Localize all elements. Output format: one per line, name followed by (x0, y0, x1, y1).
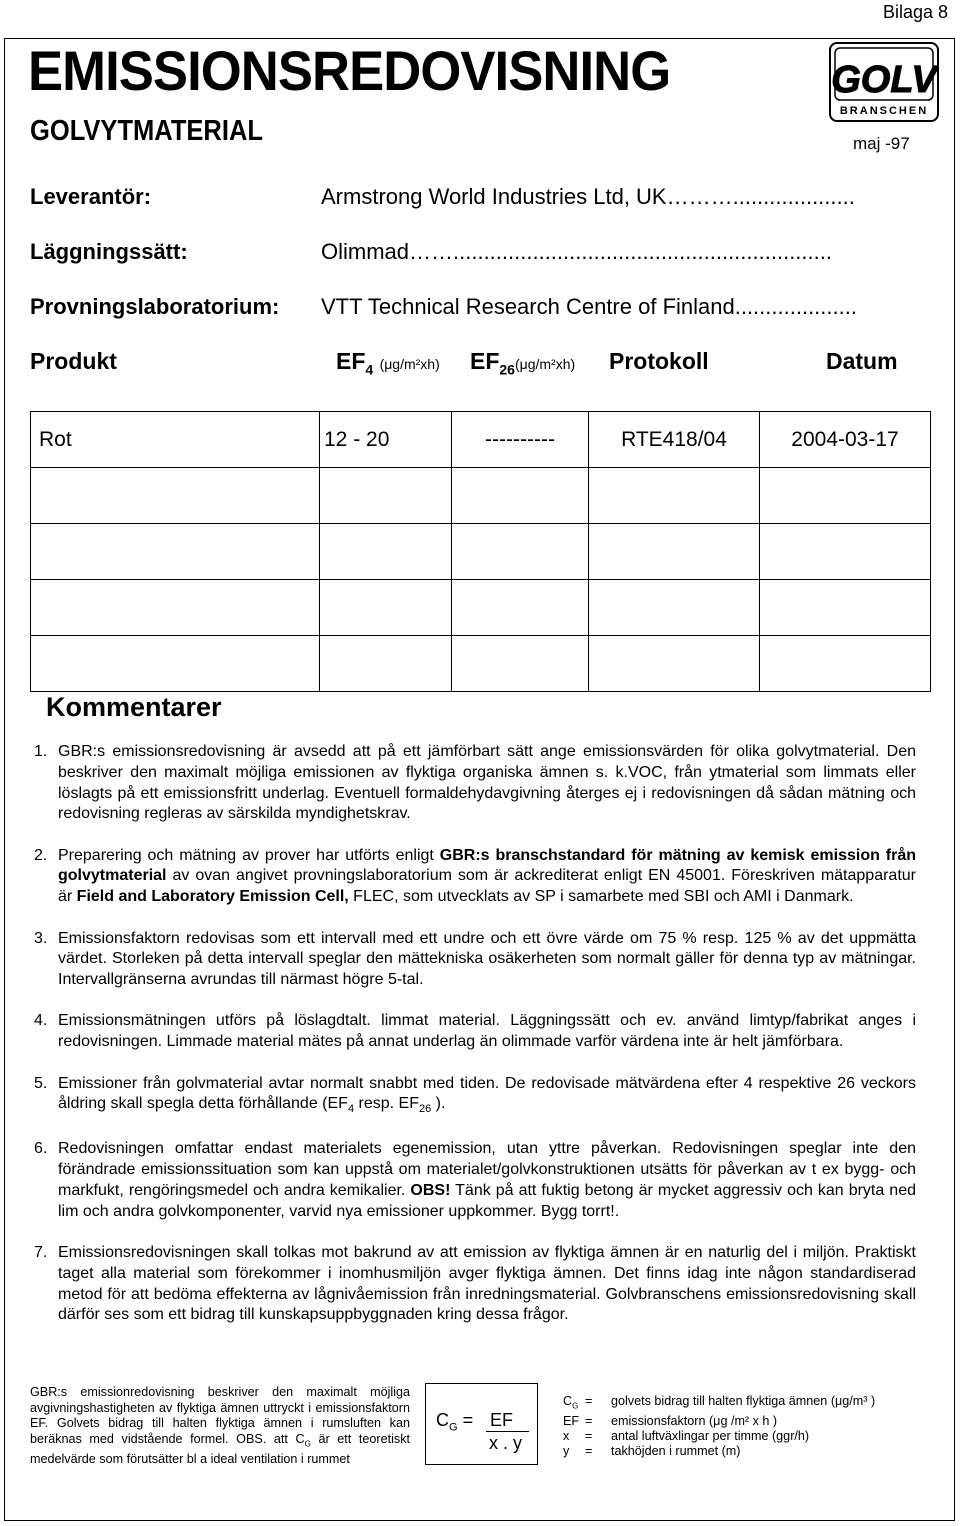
laboratory-label: Provningslaboratorium: (30, 294, 280, 319)
definition-symbol: EF (563, 1413, 580, 1428)
definition-symbol: x (563, 1428, 570, 1443)
cell-datum (760, 524, 931, 580)
comment-item (34, 1011, 916, 1053)
table-row (31, 636, 931, 692)
col-header-ef26: $EF_{26}(\mu g/m^2xh)$ (470, 348, 576, 378)
footer-note: GBR:s emissionredovisning beskriver den maximalt möjliga avgivningshastigheten av flyktiga ämnen uttryckt i emissionsfaktorn EF. Golvets bidrag till halten flyktiga ämnen i rumsluften kan beräknas med vidstående formel. OBS. att $C_G$ är ett teoretiskt medelvärde som förutsätter bl a ideal ventilation i rummet (30, 1385, 410, 1466)
page-subtitle: GOLVYTMATERIAL (30, 115, 263, 147)
comment-item (34, 929, 916, 991)
cell-protokoll: RTE418/04 (589, 412, 760, 468)
cell-datum: 2004-03-17 (760, 412, 931, 468)
logo-subtext: BRANSCHEN (839, 105, 929, 117)
definition-row (563, 1444, 875, 1459)
emission-table (30, 411, 931, 692)
comment-text: Emissionsfaktorn redovisas som ett intervall med ett undre och ett övre värde om 75 % resp. 125 % av det uppmätta värdet. Storleken på detta intervall speglar den mättekniska osäkerheten som normalt gäller för denna typ av mätningar. Intervallgränserna avrundas till närmast högre 5-tal. (58, 929, 916, 989)
formula-lhs: $C_G$ = (436, 1410, 474, 1434)
comment-number: 5. (34, 1074, 48, 1092)
cell-ef26 (452, 636, 589, 692)
document-date: maj -97 (853, 134, 910, 153)
installation-label: Läggningssätt: (30, 239, 188, 264)
comment-number: 3. (34, 929, 48, 947)
definition-row (563, 1394, 875, 1414)
cell-produkt (31, 636, 320, 692)
comment-number: 2. (34, 846, 48, 864)
definition-equals: = (585, 1413, 593, 1428)
col-header-product: Produkt (30, 348, 117, 374)
comment-text: 4 (347, 1103, 355, 1116)
cell-ef26 (452, 468, 589, 524)
comment-text: Tänk på att fuktig betong är mycket aggressiv och kan bryta ned lim och andra golvkomponenter, varvid nya emissioner uppkommer. Bygg torrt!. (58, 1181, 917, 1220)
cell-produkt: Rot (31, 412, 320, 468)
comment-item (34, 1243, 916, 1326)
cell-ef4 (320, 524, 452, 580)
cell-protokoll (589, 636, 760, 692)
cell-produkt (31, 468, 320, 524)
table-row (31, 412, 931, 468)
formula-numerator: EF (490, 1410, 514, 1430)
comment-number: 7. (34, 1244, 48, 1262)
cell-ef4: 12 - 20 (320, 412, 452, 468)
col-header-ef4: $EF_4$ (μg/m²xh) (336, 348, 440, 378)
formula-fraction-line (486, 1431, 529, 1432)
table-row (31, 468, 931, 524)
comment-text: Emissionsmätningen utförs på löslagdtalt. limmat material. Läggningssätt och ev. använd limtyp/fabrikat anges i redovisningen. Limmade material mätes på annat underlag än olimmade varför värdena inte är helt jämförbara. (58, 1012, 916, 1051)
laboratory-value: VTT Technical Research Centre of Finland.................... (321, 294, 857, 319)
comments-heading: Kommentarer (46, 692, 222, 722)
definition-row (563, 1429, 875, 1444)
definition-equals: = (585, 1428, 593, 1443)
comment-text: OBS! (410, 1181, 451, 1199)
cell-ef4 (320, 636, 452, 692)
cell-produkt (31, 524, 320, 580)
comment-item (34, 1074, 916, 1121)
cell-datum (760, 580, 931, 636)
definition-text: emissionsfaktorn (μg /m² x h ) (611, 1413, 778, 1428)
definition-symbol: $C_G$ (563, 1394, 579, 1411)
comment-number: 4. (34, 1012, 48, 1030)
appendix-label: Bilaga 8 (882, 2, 948, 22)
comments-list (34, 742, 916, 1347)
comment-text: av ovan angivet provningslaboratorium som är ackrediterat enligt EN 45001. Föreskriven mätapparatur är (58, 867, 916, 906)
installation-value: Olimmad…….............................................................. (321, 239, 832, 264)
comment-item (34, 846, 916, 908)
col-header-protocol: Protokoll (609, 348, 709, 374)
cell-ef4 (320, 468, 452, 524)
table-row (31, 580, 931, 636)
page-title: EMISSIONSREDOVISNING (28, 39, 671, 102)
comment-number: 6. (34, 1140, 48, 1158)
comment-number: 1. (34, 743, 48, 760)
definition-symbol: y (563, 1444, 570, 1459)
definition-equals: = (585, 1394, 593, 1408)
cell-protokoll (589, 524, 760, 580)
definition-text: antal luftväxlingar per timme (ggr/h) (611, 1428, 810, 1443)
formula-box (425, 1383, 538, 1465)
comment-text: 26 (418, 1103, 432, 1116)
comment-text: Preparering och mätning av prover har utförts enligt (58, 846, 440, 864)
cell-ef26: ---------- (452, 412, 589, 468)
cell-ef26 (452, 580, 589, 636)
supplier-value: Armstrong World Industries Ltd, UK……….................... (321, 184, 855, 209)
definition-row (563, 1414, 875, 1429)
formula-denominator: x . y (489, 1433, 523, 1453)
comment-item (34, 1139, 916, 1222)
comment-text: Emissionsredovisningen skall tolkas mot bakrund av att emission av flyktiga ämnen är en naturlig del i miljön. Praktiskt taget alla material som förekommer i inomhusmiljön avger flyktiga ämnen. Det finns idag inte någon standardiserad metod för att bedöma effekterna av lågnivåemission från inredningsmaterial. Golvbranschens emissionsredovisning skall därför ses som ett bidrag till kunskapsuppbyggnaden kring dessa frågor. (58, 1244, 916, 1324)
definition-equals: = (585, 1444, 593, 1459)
table-row (31, 524, 931, 580)
golvbranschen-logo (829, 42, 939, 122)
col-header-date: Datum (826, 348, 898, 374)
cell-datum (760, 468, 931, 524)
cell-protokoll (589, 580, 760, 636)
comment-text: resp. EF (354, 1095, 419, 1113)
comment-item (34, 742, 916, 825)
comment-text: Redovisningen omfattar endast materialets egenemission, utan yttre påverkan. Redovisningen speglar inte den förändrade emissionssituation som kan uppstå om materialet/golvkonstruktionen utsätts för påverkan av t ex bygg- och markfukt, rengöringsmedel och andra kemikalier. (58, 1140, 916, 1199)
comment-text: Emissioner från golvmaterial avtar normalt snabbt med tiden. De redovisade mätvärdena efter 4 respektive 26 veckors åldring skall spegla detta förhållande (EF (58, 1074, 916, 1113)
comment-text: FLEC, som utvecklats av SP i samarbete med SBI och AMI i Danmark. (348, 888, 854, 906)
formula-definitions (563, 1394, 875, 1459)
cell-produkt (31, 580, 320, 636)
cell-datum (760, 636, 931, 692)
definition-text: takhöjden i rummet (m) (611, 1444, 741, 1459)
comment-text: GBR:s emissionsredovisning är avsedd att på ett jämförbart sätt ange emissionsvärden för olika golvytmaterial. Den beskriver den maximalt möjliga emissionen av flyktiga organiska ämnen s. k.VOC, från ytmaterial som limmats eller löslagts på ett emissionsfritt underlag. Eventuell formaldehydavgivning återges ej i redovisningen då sådan mätning och redovisning regleras av särskilda myndighetskrav. (58, 743, 916, 823)
supplier-label: Leverantör: (30, 184, 152, 209)
cell-protokoll (589, 468, 760, 524)
comment-text: ). (431, 1095, 446, 1113)
definition-text: golvets bidrag till halten flyktiga ämnen (μg/m³ ) (611, 1394, 876, 1408)
logo-word: GOLV (831, 59, 937, 101)
cell-ef4 (320, 580, 452, 636)
comment-text: GBR:s branschstandard för mätning av kemisk emission från golvytmaterial (58, 846, 917, 885)
cell-ef26 (452, 524, 589, 580)
comment-text: Field and Laboratory Emission Cell, (76, 888, 349, 906)
